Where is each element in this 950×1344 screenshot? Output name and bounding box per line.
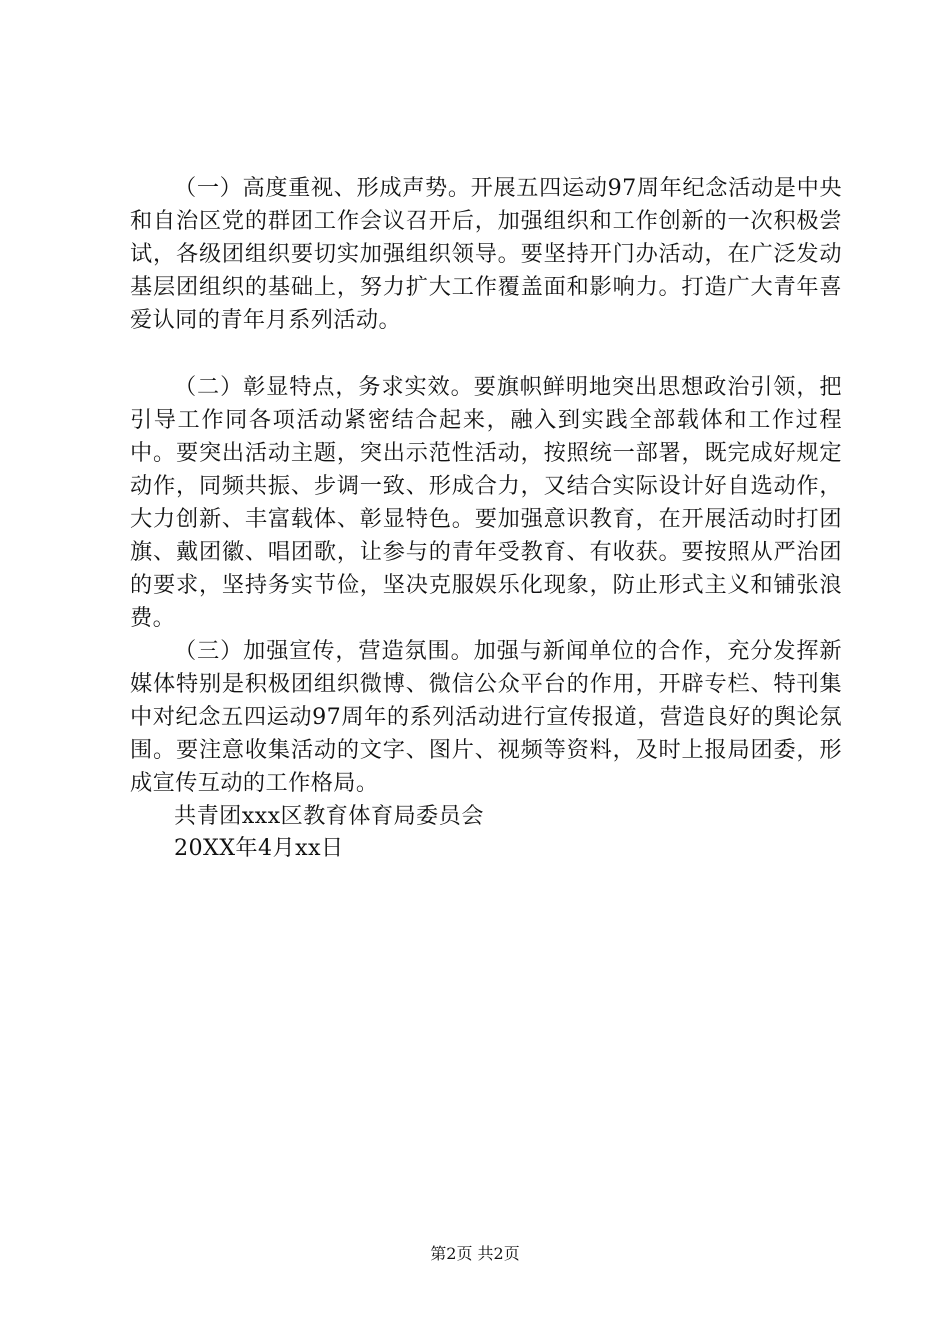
page-footer: 第2页 共2页: [430, 1244, 520, 1263]
paragraph-2: （二）彰显特点，务求实效。要旗帜鲜明地突出思想政治引领，把引导工作同各项活动紧密结合起来，融入到实践全部载体和工作过程中。要突出活动主题，突出示范性活动，按照统一部署，既完成好规定动作，同频共振、步调一致、形成合力，又结合实际设计好自选动作，大力创新、丰富载体、彰显特色。要加强意识教育，在开展活动时打团旗、戴团徽、唱团歌，让参与的青年受教育、有收获。要按照从严治团的要求，坚持务实节俭，坚决克服娱乐化现象，防止形式主义和铺张浪费。: [130, 374, 842, 631]
paragraph-3: （三）加强宣传，营造氛围。加强与新闻单位的合作，充分发挥新媒体特别是积极团组织微博、微信公众平台的作用，开辟专栏、特刊集中对纪念五四运动97周年的系列活动进行宣传报道，营造良好的舆论氛围。要注意收集活动的文字、图片、视频等资料，及时上报局团委，形成宣传互动的工作格局。: [130, 638, 842, 796]
signature-date: 20XX年4月xx日: [174, 835, 344, 861]
paragraph-1: （一）高度重视、形成声势。开展五四运动97周年纪念活动是中央和自治区党的群团工作会议召开后，加强组织和工作创新的一次积极尝试，各级团组织要切实加强组织领导。要坚持开门办活动，在广泛发动基层团组织的基础上，努力扩大工作覆盖面和影响力。打造广大青年喜爱认同的青年月系列活动。: [130, 175, 842, 333]
signature-organization: 共青团xxx区教育体育局委员会: [174, 803, 484, 829]
document-body: [130, 172, 842, 864]
